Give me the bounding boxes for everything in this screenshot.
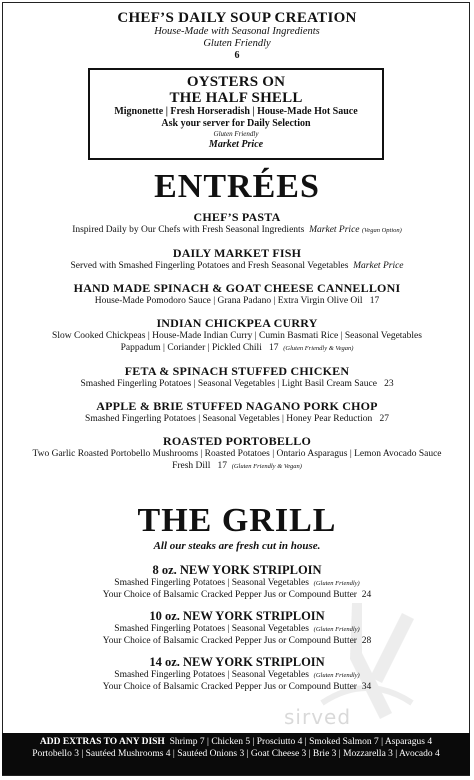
dish-name: CHEF’S PASTA [193,210,281,224]
steak-price: 24 [361,589,372,600]
dish-name: HAND MADE SPINACH & GOAT CHEESE CANNELLONI [73,281,401,295]
dish-price: 23 [384,379,394,389]
dish-desc-text: House-Made Pomodoro Sauce | Grana Padano | Extra Virgin Olive Oil [94,296,363,306]
steak-desc-text: Smashed Fingerling Potatoes | Seasonal Vegetables [114,624,309,634]
steak-name: 14 oz. NEW YORK STRIPLOIN [149,655,325,669]
soup-section [0,10,474,62]
grill-heading: THE GRILL [137,502,337,539]
dish-name: APPLE & BRIE STUFFED NAGANO PORK CHOP [96,399,378,413]
dish-name: FETA & SPINACH STUFFED CHICKEN [124,364,350,378]
dish-desc-text: Smashed Fingerling Potatoes | Seasonal Vegetables | Honey Pear Reduction [85,414,373,424]
dish-price: Market Price [309,225,360,235]
dish-desc-text: Inspired Daily by Our Chefs with Fresh Seasonal Ingredients [72,225,305,235]
steak-8oz [0,563,474,601]
dish-chefs-pasta [0,210,474,237]
dish-note: (Gluten Friendly & Vegan) [231,463,302,470]
steak-14oz [0,655,474,693]
dish-name: DAILY MARKET FISH [172,246,302,260]
soup-diet: Gluten Friendly [203,38,271,49]
dish-note: (Vegan Option) [361,227,402,234]
dish-pork-chop [0,399,474,425]
oysters-selection: Ask your server for Daily Selection [161,118,311,129]
watermark-text: sirved [284,705,352,729]
dish-name: ROASTED PORTOBELLO [163,434,311,448]
dish-desc-text: Fresh Dill [172,461,211,471]
extras-line-1 [2,736,470,748]
steak-note: (Gluten Friendly) [313,580,360,587]
extras-items-1: Shrimp 7 | Chicken 5 | Prosciutto 4 | Smoked Salmon 7 | Asparagus 4 [169,737,433,747]
dish-price: 17 [217,461,227,471]
dish-stuffed-chicken [0,364,474,390]
steak-desc-2 [0,682,474,694]
grill-list [0,563,474,701]
steak-desc-2 [0,636,474,648]
soup-subtitle: House-Made with Seasonal Ingredients [154,26,320,37]
steak-desc [0,670,474,682]
steak-price: 34 [361,681,372,692]
dish-desc: Slow Cooked Chickpeas | House-Made Indian Curry | Cumin Basmati Rice | Seasonal Vegetables [52,331,422,341]
steak-desc [0,624,474,636]
steak-desc-text: Your Choice of Balsamic Cracked Pepper Jus or Compound Butter [102,635,357,646]
soup-title: CHEF’S DAILY SOUP CREATION [117,10,357,26]
steak-price: 28 [361,635,372,646]
steak-desc-text: Your Choice of Balsamic Cracked Pepper Jus or Compound Butter [102,681,357,692]
oysters-condiments: Mignonette | Fresh Horseradish | House-Made Hot Sauce [114,106,358,117]
steak-note: (Gluten Friendly) [313,672,360,679]
dish-desc-text: Pappadum | Coriander | Pickled Chili [120,343,262,353]
dish-price: 17 [369,296,380,306]
steak-desc-text: Smashed Fingerling Potatoes | Seasonal Vegetables [114,578,309,588]
dish-portobello [0,434,474,473]
grill-subtitle: All our steaks are fresh cut in house. [153,540,321,552]
dish-desc [0,378,474,390]
steak-name: 10 oz. NEW YORK STRIPLOIN [149,609,325,623]
dish-chickpea-curry [0,316,474,355]
extras-items-2: Portobello 3 | Sautéed Mushrooms 4 | Sautéed Onions 3 | Goat Cheese 3 | Brie 3 | Mozzarella 3 | Avocado 4 [32,749,440,759]
dish-desc-2 [0,460,474,473]
dish-name: INDIAN CHICKPEA CURRY [156,316,318,330]
extras-banner [2,733,470,775]
soup-price: 6 [234,50,240,61]
dish-cannelloni [0,281,474,307]
steak-desc-2 [0,590,474,602]
dish-price: 17 [268,343,279,353]
extras-label: ADD EXTRAS TO ANY DISH [39,737,165,747]
dish-note: (Gluten Friendly & Vegan) [283,345,354,352]
dish-desc [0,295,474,307]
steak-desc-text: Smashed Fingerling Potatoes | Seasonal Vegetables [114,670,309,680]
steak-desc-text: Your Choice of Balsamic Cracked Pepper Jus or Compound Butter [102,589,357,600]
steak-name: 8 oz. NEW YORK STRIPLOIN [152,563,322,577]
dish-desc-text: Served with Smashed Fingerling Potatoes and Fresh Seasonal Vegetables [70,261,349,271]
dish-desc [0,260,474,272]
oysters-diet: Gluten Friendly [213,130,259,138]
entrees-list [0,210,474,482]
dish-desc-2 [0,342,474,355]
steak-note: (Gluten Friendly) [313,626,360,633]
dish-desc-text: Smashed Fingerling Potatoes | Seasonal Vegetables | Light Basil Cream Sauce [80,379,377,389]
oysters-box [88,68,384,160]
oysters-title-2: THE HALF SHELL [169,90,303,106]
entrees-heading: ENTRÉES [154,168,320,205]
dish-price: 27 [379,414,389,424]
dish-desc [0,224,474,237]
dish-desc: Two Garlic Roasted Portobello Mushrooms | Roasted Potatoes | Ontario Asparagus | Lemon Avocado Sauce [32,449,442,459]
oysters-price: Market Price [208,139,264,150]
dish-price: Market Price [353,261,404,271]
steak-desc [0,578,474,590]
oysters-title-1: OYSTERS ON [186,74,286,90]
dish-market-fish [0,246,474,272]
dish-desc [0,413,474,425]
steak-10oz [0,609,474,647]
